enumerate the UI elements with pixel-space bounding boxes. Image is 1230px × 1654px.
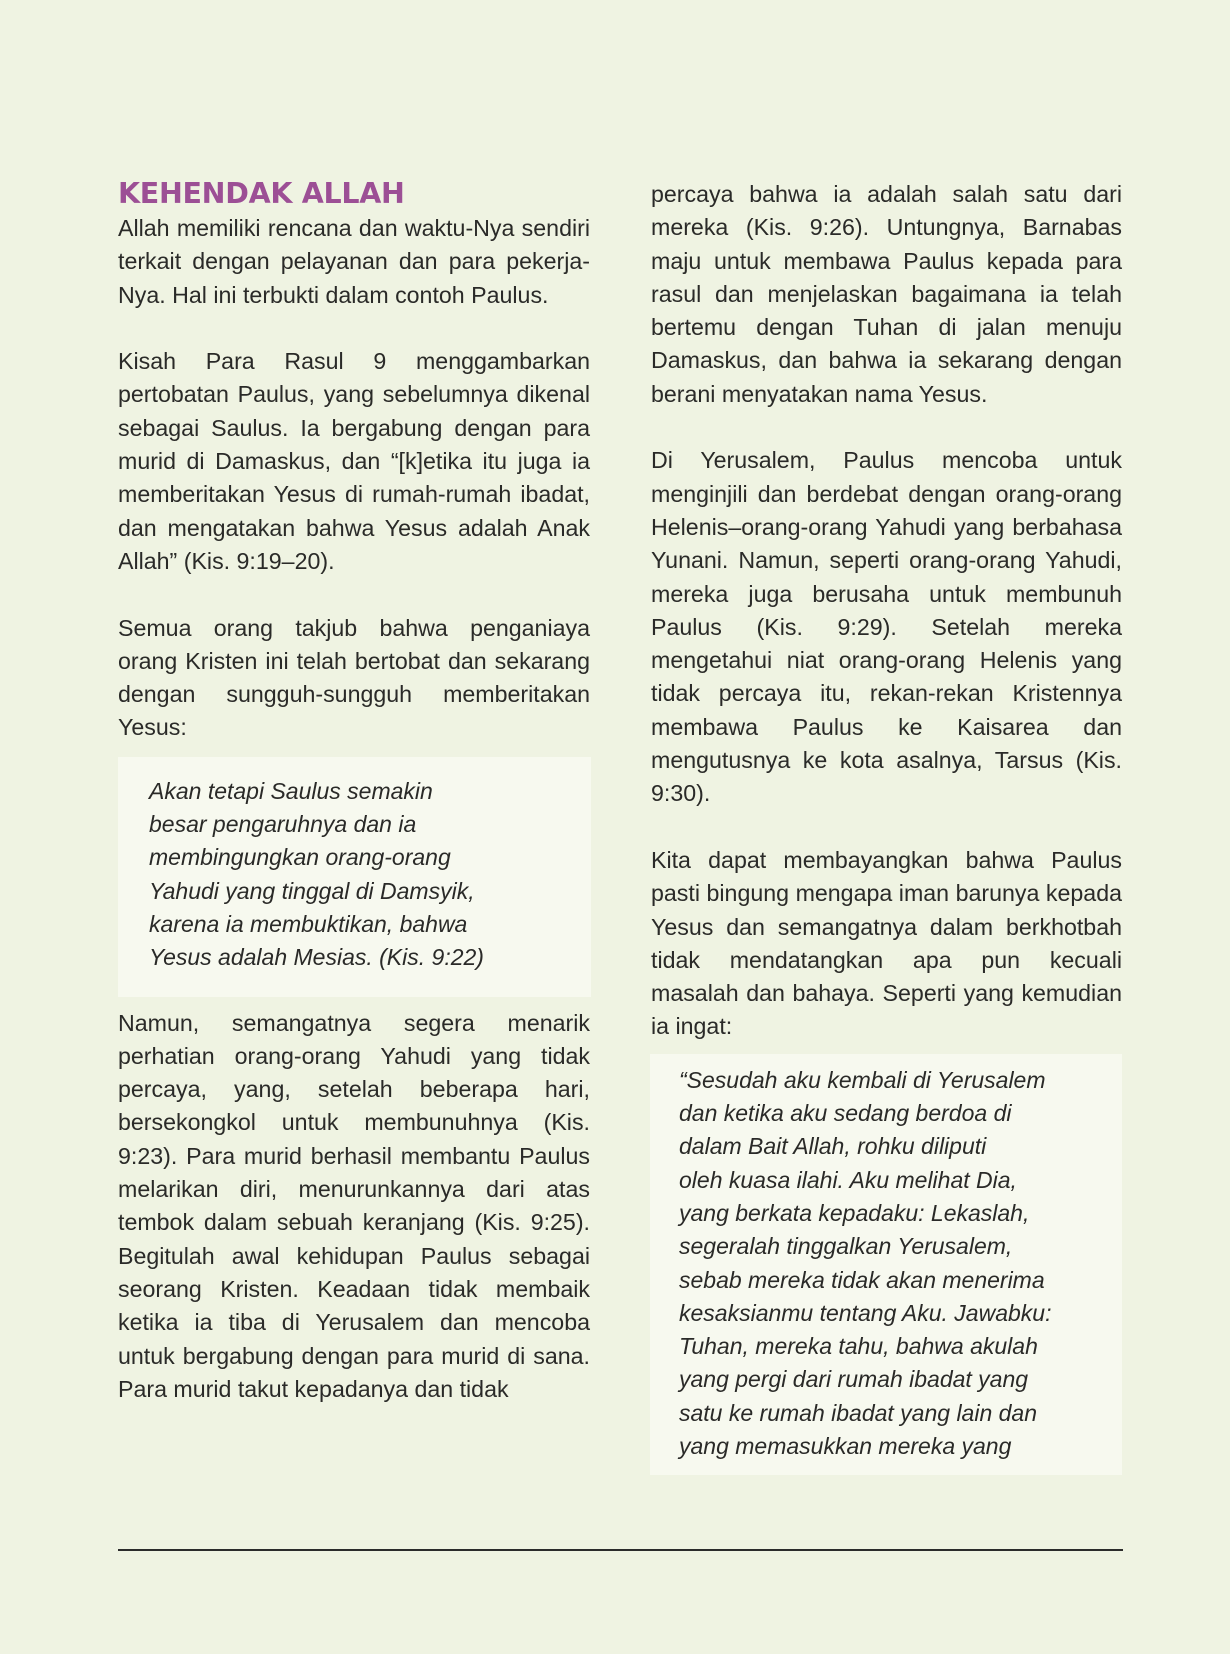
paragraph: Semua orang takjub bahwa penganiaya orang Kristen ini telah bertobat dan sekarang dengan sungguh-sungguh memberitakan Yesus: xyxy=(118,614,590,741)
quote-line: yang berkata kepadaku: Lekaslah, xyxy=(679,1199,1030,1226)
scripture-quote-block xyxy=(118,757,591,997)
paragraph: Kita dapat membayangkan bahwa Paulus pasti bingung mengapa iman barunya kepada Yesus dan semangatnya dalam berkhotbah tidak mendatangkan apa pun kecuali masalah dan bahaya. Seperti yang kemudian ia ingat: xyxy=(651,846,1122,1040)
quote-line: oleh kuasa ilahi. Aku melihat Dia, xyxy=(679,1166,1017,1193)
quote-line: yang pergi dari rumah ibadat yang xyxy=(679,1366,1029,1393)
paragraph: percaya bahwa ia adalah salah satu dari mereka (Kis. 9:26). Untungnya, Barnabas maju untuk membawa Paulus kepada para rasul dan menjelaskan bagaimana ia telah bertemu dengan Tuhan di jalan menuju Damaskus, dan bahwa ia sekarang dengan berani menyatakan nama Yesus. xyxy=(651,181,1122,407)
quote-line: yang memasukkan mereka yang xyxy=(679,1432,1012,1459)
paragraph: Allah memiliki rencana dan waktu-Nya sendiri terkait dengan pelayanan dan para pekerja-Nya. Hal ini terbukti dalam contoh Paulus. xyxy=(118,215,590,308)
quote-line: satu ke rumah ibadat yang lain dan xyxy=(679,1399,1038,1426)
left-column xyxy=(118,176,590,1406)
quote-line: Akan tetapi Saulus semakin xyxy=(149,777,433,804)
quote-line: membingungkan orang-orang xyxy=(149,844,451,871)
quote-line: kesaksianmu tentang Aku. Jawabku: xyxy=(679,1299,1052,1326)
quote-line: “Sesudah aku kembali di Yerusalem xyxy=(679,1066,1046,1093)
paragraph: Di Yerusalem, Paulus mencoba untuk menginjili dan berdebat dengan orang-orang Helenis–orang-orang Yahudi yang berbahasa Yunani. Namun, seperti orang-orang Yahudi, mereka juga berusaha untuk membunuh Paulus (Kis. 9:29). Setelah mereka mengetahui niat orang-orang Helenis yang tidak percaya itu, rekan-rekan Kristennya membawa Paulus ke Kaisarea dan mengutusnya ke kota asalnya, Tarsus (Kis. 9:30). xyxy=(651,447,1122,807)
quote-line: dan ketika aku sedang berdoa di xyxy=(679,1100,1012,1127)
quote-line: dalam Bait Allah, rohku diliputi xyxy=(679,1133,987,1160)
quote-line: karena ia membuktikan, bahwa xyxy=(149,910,468,937)
section-heading: KEHENDAK ALLAH xyxy=(118,177,405,210)
quote-line: Yesus adalah Mesias. (Kis. 9:22) xyxy=(149,944,484,971)
paragraph: Namun, semangatnya segera menarik perhatian orang-orang Yahudi yang tidak percaya, yang, setelah beberapa hari, bersekongkol untuk membunuhnya (Kis. 9:23). Para murid berhasil membantu Paulus melarikan diri, menurunkannya dari atas tembok dalam sebuah keranjang (Kis. 9:25). Begitulah awal kehidupan Paulus sebagai seorang Kristen. Keadaan tidak membaik ketika ia tiba di Yerusalem dan mencoba untuk bergabung dengan para murid di sana. Para murid takut kepadanya dan tidak xyxy=(118,1009,590,1402)
quote-line: sebab mereka tidak akan menerima xyxy=(679,1266,1045,1293)
quote-line: besar pengaruhnya dan ia xyxy=(149,811,417,838)
quote-line: Yahudi yang tinggal di Damsyik, xyxy=(149,877,475,904)
testimony-quote-block xyxy=(650,1054,1122,1476)
paragraph: Kisah Para Rasul 9 menggambarkan pertobatan Paulus, yang sebelumnya dikenal sebagai Saulus. Ia bergabung dengan para murid di Damaskus, dan “[k]etika itu juga ia memberitakan Yesus di rumah-rumah ibadat, dan mengatakan bahwa Yesus adalah Anak Allah” (Kis. 9:19–20). xyxy=(118,348,590,574)
footer-divider xyxy=(118,1549,1123,1551)
right-column xyxy=(651,178,1122,1475)
quote-line: segeralah tinggalkan Yerusalem, xyxy=(679,1233,1013,1260)
quote-line: Tuhan, mereka tahu, bahwa akulah xyxy=(679,1333,1038,1360)
